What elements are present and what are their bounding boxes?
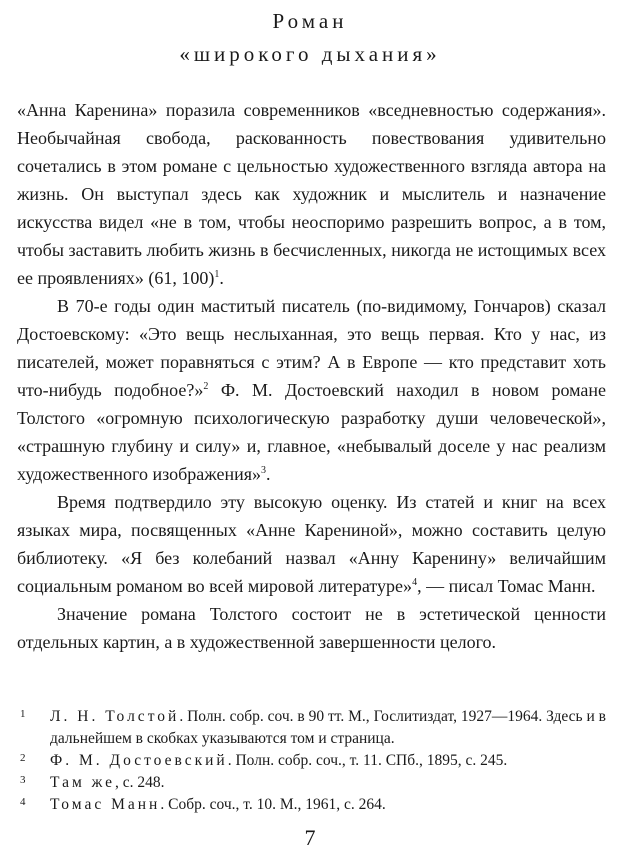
footnote-number: 2 [20,752,26,764]
footnote [17,794,606,816]
paragraph [17,488,606,600]
paragraph-text: Значение романа Толстого состоит не в эстетической ценности отдельных картин, а в художественной завершенности целого. [17,604,606,652]
footnote [17,706,606,750]
footnote-author: Л. Н. Толстой [50,708,180,725]
footnote-number: 4 [20,796,26,808]
paragraph-text: Время подтвердило эту высокую оценку. Из статей и книг на всех языках мира, посвященных «Анне Карениной», можно составить целую библиотеку. «Я без колебаний назвал «Анну Каренину» величайшим социальным романом во всей мировой литературе» [17,492,606,596]
footnote-author: Томас Манн [50,796,161,813]
footnote [17,772,606,794]
footnote-ref: 1 [214,269,220,280]
paragraph-text: . [265,464,271,484]
paragraph [17,600,606,656]
chapter-subtitle: «широкого дыхания» [179,42,441,66]
paragraph-text: «Анна Каренина» поразила современников «вседневностью содержания». Необычайная свобода, раскованность повествования удивительно сочетались в этом романе с цельностью художественного взгляда автора на жизнь. Он выступал здесь как художник и мыслитель и назначение искусства видел «не в том, чтобы неоспоримо разрешить вопрос, а в том, чтобы заставить любить жизнь в бесчисленных, никогда не истощимых всех ее проявлениях» (61, 100) [17,100,606,288]
paragraph-text: В 70-е годы один маститый писатель (по-видимому, Гончаров) сказал Достоевскому: «Это вещь неслыханная, это вещь первая. Кто у нас, из писателей, может поравняться с этим? А в Европе — кто представит хоть что-нибудь подобное?» [17,296,606,400]
footnote-ref: 2 [203,381,209,392]
chapter-title: Роман [272,9,348,33]
footnote-number: 3 [20,774,26,786]
page-number: 7 [304,825,316,850]
paragraph-text: , — писал Томас Манн. [417,576,596,596]
paragraph [17,292,606,488]
footnote [17,750,606,772]
footnote-text: . Собр. соч., т. 10. М., 1961, с. 264. [160,796,386,813]
footnote-author: Ф. М. Достоевский [50,752,228,769]
footnote-text: . Полн. собр. соч., т. 11. СПб., 1895, с. 245. [227,752,508,769]
paragraph [17,96,606,292]
footnote-author: Там же [50,774,116,791]
footnote-ref: 3 [260,465,266,476]
body-text [17,96,606,656]
footnote-text: . Полн. собр. соч. в 90 тт. М., Гослитиздат, 1927—1964. Здесь и в дальнейшем в скобках указываются том и страница. [50,708,606,747]
footnote-text: , с. 248. [115,774,165,791]
paragraph-text: . [219,268,224,288]
footnote-number: 1 [20,708,26,720]
paragraph-text: Ф. М. Достоевский находил в новом романе Толстого «огромную психологическую разработку души человеческой», «страшную глубину и силу» и, главное, «небывалый доселе у нас реализм художественного изображения» [17,380,606,484]
footnotes [17,706,606,816]
footnote-ref: 4 [412,577,418,588]
